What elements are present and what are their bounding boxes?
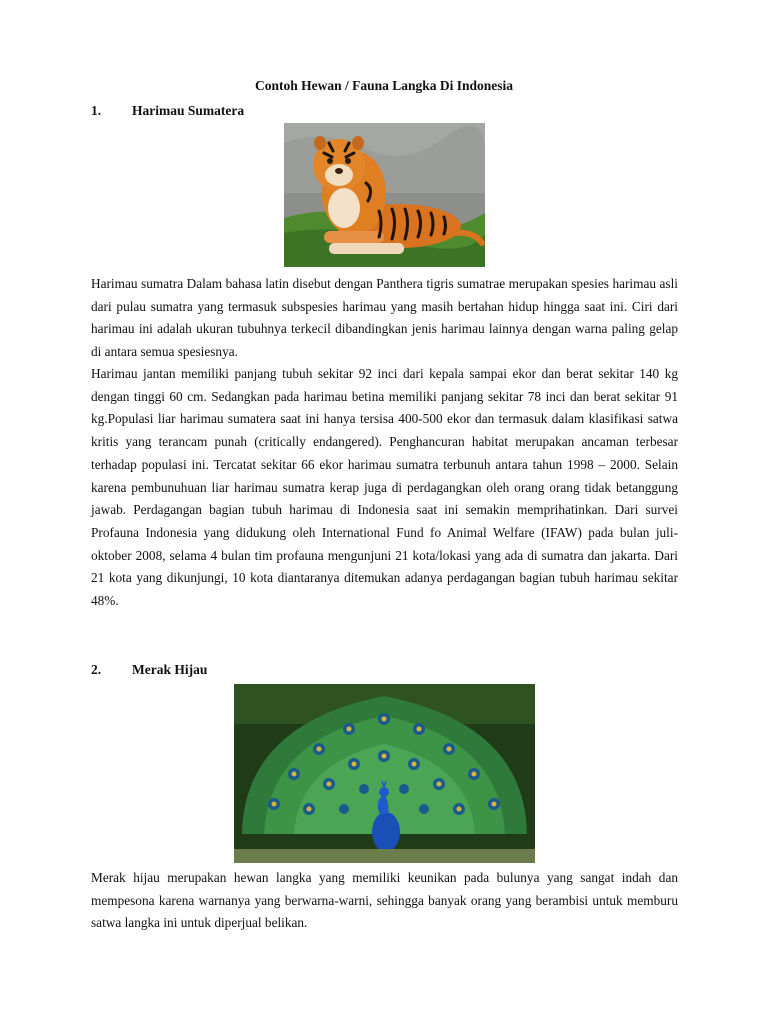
- section-number-2: 2.: [91, 662, 102, 677]
- tiger-photo: [284, 123, 485, 267]
- section-title-1: Harimau Sumatera: [132, 103, 245, 118]
- paragraph-2: Harimau jantan memiliki panjang tubuh sekitar 92 inci dari kepala sampai ekor dan berat sekitar 140 kg dengan tinggi 60 cm. Sedangkan pada harimau betina memiliki panjang sekitar 78 inci dan berat sekitar 91 kg.Populasi liar harimau sumatera saat ini hanya tersisa 400-500 ekor dan termasuk dalam klasifikasi satwa kritis yang terancam punah (critically endangered). Penghancuran habitat merupakan ancaman terbesar terhadap populasi ini. Tercatat sekitar 66 ekor harimau sumatra terbunuh antara tahun 1998 – 2000. Selain karena pembunuhuan liar harimau sumatra kerap juga di perdagangkan oleh orang orang tidak betanggung jawab. Perdagangan bagian tubuh harimau di Indonesia saat ini semakin memprihatinkan. Dari survei Profauna Indonesia yang didukung oleh International Fund fo Animal Welfare (IFAW) pada bulan juli-oktober 2008, selama 4 bulan tim profauna mengunjuni 21 kota/lokasi yang ada di sumatra dan jakarta. Dari 21 kota yang dikunjungi, 10 kota diantaranya ditemukan adanya perdagangan bagian tubuh harimau sekitar 48%.: [91, 366, 678, 609]
- peacock-photo: [234, 684, 535, 863]
- section-number-1: 1.: [91, 103, 102, 118]
- section-heading-1: [91, 103, 244, 119]
- document-title: Contoh Hewan / Fauna Langka Di Indonesia: [254, 78, 514, 93]
- section-heading-2: [91, 662, 207, 678]
- paragraph-1: Harimau sumatra Dalam bahasa latin disebut dengan Panthera tigris sumatrae merupakan spesies harimau asli dari pulau sumatra yang termasuk subspesies harimau yang masih bertahan hidup hingga saat ini. Ciri dari harimau ini adalah ukuran tubuhnya terkecil dibandingkan jenis harimau lainnya dengan warna paling gelap di antara semua spesiesnya.: [91, 276, 678, 360]
- section-title-2: Merak Hijau: [132, 662, 208, 677]
- paragraph-3: Merak hijau merupakan hewan langka yang memiliki keunikan pada bulunya yang sangat indah dan mempesona karena warnanya yang berwarna-warni, sehingga banyak orang yang berambisi untuk memburu satwa langka ini untuk diperjual belikan.: [91, 870, 678, 931]
